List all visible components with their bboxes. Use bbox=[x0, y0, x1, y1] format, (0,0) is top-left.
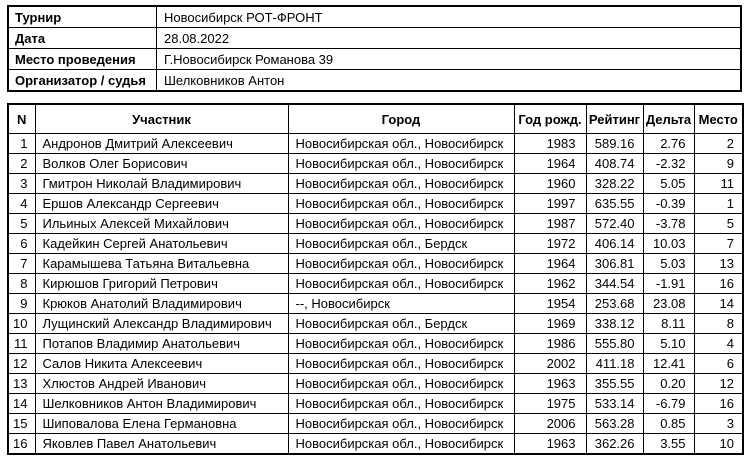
cell-city: Новосибирская обл., Новосибирск bbox=[288, 134, 514, 154]
cell-participant: Ильиных Алексей Михайлович bbox=[35, 214, 288, 234]
cell-city: Новосибирская обл., Новосибирск bbox=[288, 214, 514, 234]
table-row bbox=[8, 434, 743, 455]
cell-city: Новосибирская обл., Новосибирск bbox=[288, 414, 514, 434]
cell-rating: 355.55 bbox=[586, 374, 643, 394]
cell-n: 11 bbox=[8, 334, 35, 354]
cell-birth_year: 1969 bbox=[514, 314, 586, 334]
cell-place: 16 bbox=[694, 394, 743, 414]
info-row bbox=[8, 70, 741, 92]
info-row-value: Новосибирск РОТ-ФРОНТ bbox=[157, 6, 742, 28]
cell-delta: 23.08 bbox=[643, 294, 694, 314]
cell-birth_year: 1997 bbox=[514, 194, 586, 214]
column-header: N bbox=[8, 104, 35, 134]
table-row bbox=[8, 234, 743, 254]
tournament-info-table bbox=[7, 5, 742, 92]
cell-participant: Ершов Александр Сергеевич bbox=[35, 194, 288, 214]
results-table-body bbox=[8, 134, 743, 455]
cell-place: 4 bbox=[694, 334, 743, 354]
cell-delta: 5.03 bbox=[643, 254, 694, 274]
cell-rating: 338.12 bbox=[586, 314, 643, 334]
cell-place: 14 bbox=[694, 294, 743, 314]
info-row bbox=[8, 6, 741, 28]
table-row bbox=[8, 334, 743, 354]
cell-birth_year: 1962 bbox=[514, 274, 586, 294]
cell-rating: 306.81 bbox=[586, 254, 643, 274]
cell-birth_year: 1986 bbox=[514, 334, 586, 354]
cell-city: Новосибирская обл., Бердск bbox=[288, 314, 514, 334]
info-row-label: Турнир bbox=[8, 6, 157, 28]
cell-birth_year: 1964 bbox=[514, 254, 586, 274]
info-row-label: Организатор / судья bbox=[8, 70, 157, 92]
cell-rating: 408.74 bbox=[586, 154, 643, 174]
cell-n: 4 bbox=[8, 194, 35, 214]
cell-rating: 362.26 bbox=[586, 434, 643, 455]
cell-n: 13 bbox=[8, 374, 35, 394]
cell-city: Новосибирская обл., Бердск bbox=[288, 234, 514, 254]
cell-rating: 563.28 bbox=[586, 414, 643, 434]
cell-birth_year: 1954 bbox=[514, 294, 586, 314]
cell-delta: 3.55 bbox=[643, 434, 694, 455]
cell-city: Новосибирская обл., Новосибирск bbox=[288, 334, 514, 354]
cell-birth_year: 2006 bbox=[514, 414, 586, 434]
table-row bbox=[8, 174, 743, 194]
info-row-label: Дата bbox=[8, 28, 157, 49]
cell-city: Новосибирская обл., Новосибирск bbox=[288, 194, 514, 214]
cell-participant: Крюков Анатолий Владимирович bbox=[35, 294, 288, 314]
cell-delta: -6.79 bbox=[643, 394, 694, 414]
cell-participant: Карамышева Татьяна Витальевна bbox=[35, 254, 288, 274]
cell-delta: 2.76 bbox=[643, 134, 694, 154]
cell-delta: 0.85 bbox=[643, 414, 694, 434]
cell-birth_year: 2002 bbox=[514, 354, 586, 374]
cell-n: 14 bbox=[8, 394, 35, 414]
cell-participant: Шиповалова Елена Германовна bbox=[35, 414, 288, 434]
cell-n: 12 bbox=[8, 354, 35, 374]
cell-rating: 572.40 bbox=[586, 214, 643, 234]
cell-participant: Потапов Владимир Анатольевич bbox=[35, 334, 288, 354]
info-row-value: Шелковников Антон bbox=[157, 70, 742, 92]
cell-delta: -2.32 bbox=[643, 154, 694, 174]
table-row bbox=[8, 134, 743, 154]
info-row-value: Г.Новосибирск Романова 39 bbox=[157, 49, 742, 70]
cell-birth_year: 1963 bbox=[514, 434, 586, 455]
info-row-label: Место проведения bbox=[8, 49, 157, 70]
cell-place: 7 bbox=[694, 234, 743, 254]
table-row bbox=[8, 154, 743, 174]
cell-birth_year: 1972 bbox=[514, 234, 586, 254]
column-header: Место bbox=[694, 104, 743, 134]
cell-n: 3 bbox=[8, 174, 35, 194]
cell-n: 16 bbox=[8, 434, 35, 455]
cell-place: 6 bbox=[694, 354, 743, 374]
cell-participant: Лущинский Александр Владимирович bbox=[35, 314, 288, 334]
table-row bbox=[8, 314, 743, 334]
cell-delta: 10.03 bbox=[643, 234, 694, 254]
cell-birth_year: 1964 bbox=[514, 154, 586, 174]
cell-delta: -0.39 bbox=[643, 194, 694, 214]
table-row bbox=[8, 254, 743, 274]
cell-place: 10 bbox=[694, 434, 743, 455]
cell-birth_year: 1983 bbox=[514, 134, 586, 154]
cell-participant: Салов Никита Алексеевич bbox=[35, 354, 288, 374]
cell-birth_year: 1975 bbox=[514, 394, 586, 414]
cell-delta: 0.20 bbox=[643, 374, 694, 394]
cell-n: 2 bbox=[8, 154, 35, 174]
info-row bbox=[8, 49, 741, 70]
table-row bbox=[8, 354, 743, 374]
cell-participant: Шелковников Антон Владимирович bbox=[35, 394, 288, 414]
cell-rating: 344.54 bbox=[586, 274, 643, 294]
cell-rating: 406.14 bbox=[586, 234, 643, 254]
cell-rating: 589.16 bbox=[586, 134, 643, 154]
cell-place: 1 bbox=[694, 194, 743, 214]
table-row bbox=[8, 274, 743, 294]
cell-delta: 12.41 bbox=[643, 354, 694, 374]
column-header: Рейтинг bbox=[586, 104, 643, 134]
column-header: Дельта bbox=[643, 104, 694, 134]
cell-delta: 5.05 bbox=[643, 174, 694, 194]
table-row bbox=[8, 414, 743, 434]
cell-delta: -1.91 bbox=[643, 274, 694, 294]
cell-participant: Гмитрон Николай Владимирович bbox=[35, 174, 288, 194]
cell-birth_year: 1960 bbox=[514, 174, 586, 194]
cell-participant: Андронов Дмитрий Алексеевич bbox=[35, 134, 288, 154]
cell-delta: 8.11 bbox=[643, 314, 694, 334]
cell-participant: Кадейкин Сергей Анатольевич bbox=[35, 234, 288, 254]
cell-place: 11 bbox=[694, 174, 743, 194]
cell-n: 1 bbox=[8, 134, 35, 154]
cell-city: Новосибирская обл., Новосибирск bbox=[288, 154, 514, 174]
column-header: Город bbox=[288, 104, 514, 134]
results-table bbox=[7, 103, 744, 455]
cell-rating: 328.22 bbox=[586, 174, 643, 194]
cell-n: 6 bbox=[8, 234, 35, 254]
cell-n: 15 bbox=[8, 414, 35, 434]
cell-place: 5 bbox=[694, 214, 743, 234]
cell-city: Новосибирская обл., Новосибирск bbox=[288, 174, 514, 194]
cell-place: 8 bbox=[694, 314, 743, 334]
cell-place: 12 bbox=[694, 374, 743, 394]
cell-city: Новосибирская обл., Новосибирск bbox=[288, 434, 514, 455]
cell-rating: 555.80 bbox=[586, 334, 643, 354]
cell-rating: 533.14 bbox=[586, 394, 643, 414]
cell-city: Новосибирская обл., Новосибирск bbox=[288, 274, 514, 294]
table-row bbox=[8, 374, 743, 394]
table-row bbox=[8, 214, 743, 234]
cell-n: 5 bbox=[8, 214, 35, 234]
cell-birth_year: 1963 bbox=[514, 374, 586, 394]
cell-n: 10 bbox=[8, 314, 35, 334]
cell-rating: 635.55 bbox=[586, 194, 643, 214]
cell-place: 9 bbox=[694, 154, 743, 174]
cell-participant: Яковлев Павел Анатольевич bbox=[35, 434, 288, 455]
cell-city: Новосибирская обл., Новосибирск bbox=[288, 254, 514, 274]
cell-n: 9 bbox=[8, 294, 35, 314]
cell-delta: -3.78 bbox=[643, 214, 694, 234]
info-table-body bbox=[8, 6, 741, 91]
cell-place: 16 bbox=[694, 274, 743, 294]
cell-rating: 253.68 bbox=[586, 294, 643, 314]
cell-city: Новосибирская обл., Новосибирск bbox=[288, 394, 514, 414]
results-header-row bbox=[8, 104, 743, 134]
column-header: Участник bbox=[35, 104, 288, 134]
table-row bbox=[8, 194, 743, 214]
cell-city: --, Новосибирск bbox=[288, 294, 514, 314]
cell-place: 2 bbox=[694, 134, 743, 154]
cell-participant: Волков Олег Борисович bbox=[35, 154, 288, 174]
cell-birth_year: 1987 bbox=[514, 214, 586, 234]
cell-rating: 411.18 bbox=[586, 354, 643, 374]
cell-delta: 5.10 bbox=[643, 334, 694, 354]
cell-participant: Кирюшов Григорий Петрович bbox=[35, 274, 288, 294]
cell-participant: Хлюстов Андрей Иванович bbox=[35, 374, 288, 394]
cell-place: 13 bbox=[694, 254, 743, 274]
cell-place: 3 bbox=[694, 414, 743, 434]
cell-city: Новосибирская обл., Новосибирск bbox=[288, 374, 514, 394]
cell-n: 7 bbox=[8, 254, 35, 274]
table-row bbox=[8, 394, 743, 414]
cell-city: Новосибирская обл., Новосибирск bbox=[288, 354, 514, 374]
column-header: Год рожд. bbox=[514, 104, 586, 134]
info-row-value: 28.08.2022 bbox=[157, 28, 742, 49]
table-row bbox=[8, 294, 743, 314]
info-row bbox=[8, 28, 741, 49]
cell-n: 8 bbox=[8, 274, 35, 294]
results-table-head bbox=[8, 104, 743, 134]
